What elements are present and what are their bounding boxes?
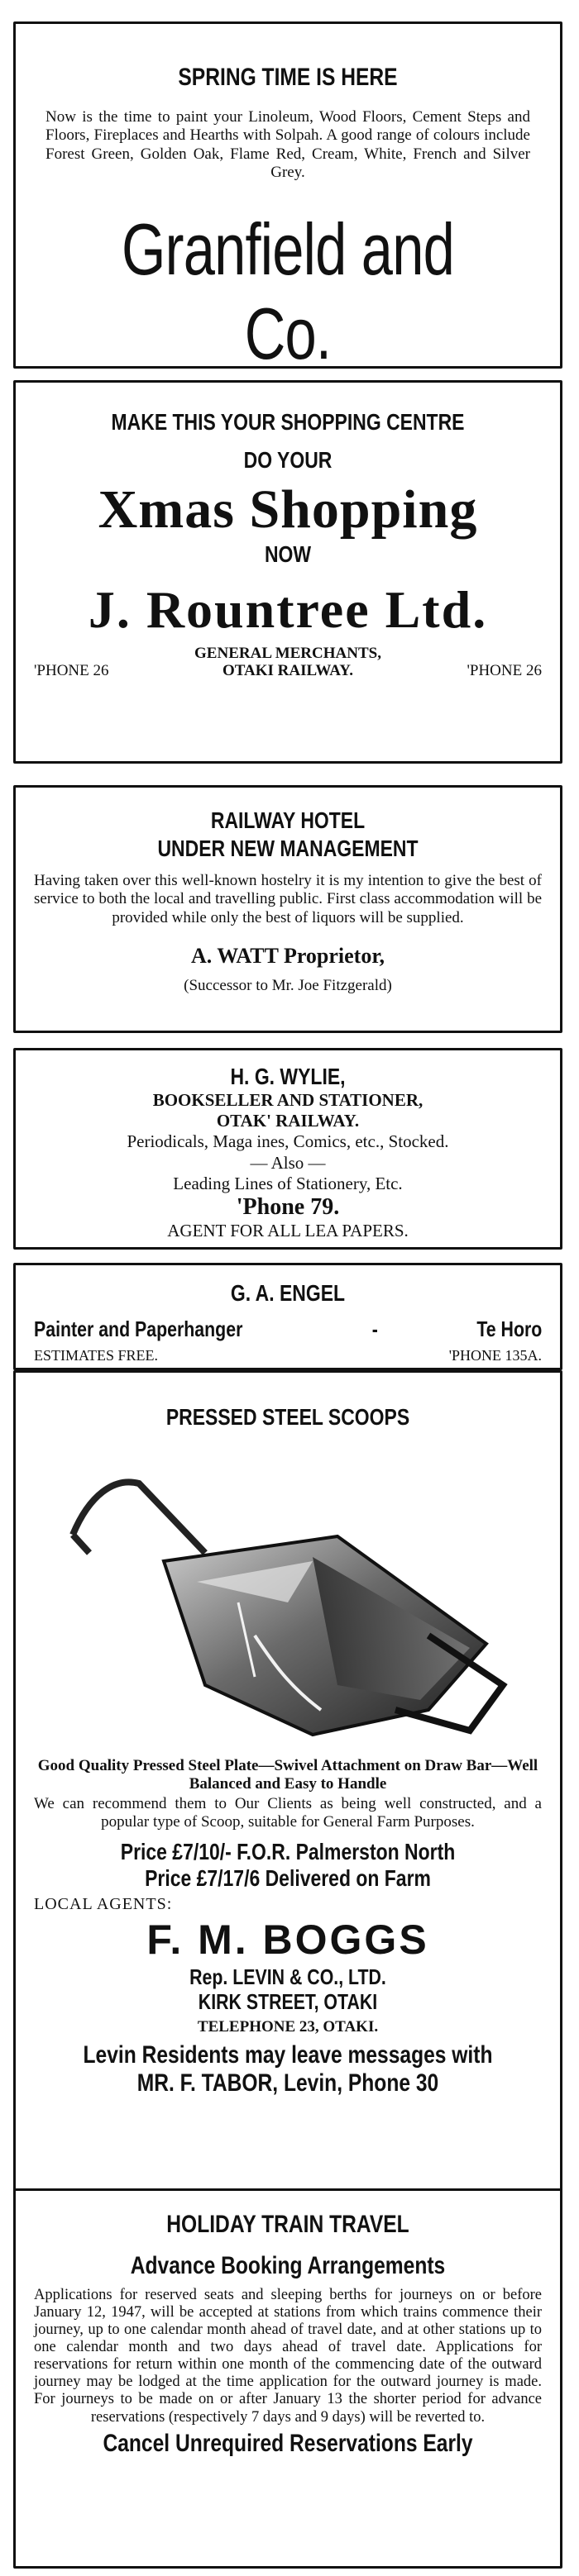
ad-headline: PRESSED STEEL SCOOPS xyxy=(165,1404,410,1430)
ad-line: Periodicals, Maga ines, Comics, etc., Stocked. xyxy=(127,1131,449,1152)
estimates: ESTIMATES FREE. xyxy=(34,1347,159,1364)
price-line: Price £7/10/- F.O.R. Palmerston North xyxy=(120,1838,456,1864)
ad-headline: HOLIDAY TRAIN TRAVEL xyxy=(166,2211,409,2238)
trade: Painter and Paperhanger xyxy=(34,1317,243,1341)
company-name: J. Rountree Ltd. xyxy=(88,580,488,639)
proprietor: A. WATT Proprietor, xyxy=(190,944,385,969)
ad-granfield xyxy=(13,21,562,374)
ad-subheadline: UNDER NEW MANAGEMENT xyxy=(157,836,419,861)
ad-body: We can recommend them to Our Clients as being well constructed, and a popular type of Scoop, suitable for General Farm Purposes. xyxy=(34,1794,542,1831)
ad-body: Now is the time to paint your Linoleum, Wood Floors, Cement Steps and Floors, Fireplaces and Hearths with Solpah. A good range of colours include Forest Green, Golden Oak, Flame Red, Cream, White, French and Silver Grey. xyxy=(45,108,530,182)
levin-line: MR. F. TABOR, Levin, Phone 30 xyxy=(136,2069,439,2097)
phone-right: 'PHONE 26 xyxy=(467,661,542,679)
rep-line: Rep. LEVIN & CO., LTD. xyxy=(189,1964,386,1989)
ad-headline: G. A. ENGEL xyxy=(230,1280,346,1306)
ad-line: — Also — xyxy=(250,1152,326,1173)
sub-line: GENERAL MERCHANTS, xyxy=(194,645,381,662)
sub-line: OTAKI RAILWAY. xyxy=(222,661,354,679)
street-line: KIRK STREET, OTAKI xyxy=(198,1988,378,2014)
successor-note: (Successor to Mr. Joe Fitzgerald) xyxy=(184,977,392,995)
ad-line: AGENT FOR ALL LEA PAPERS. xyxy=(167,1220,409,1240)
ad-body: Applications for reserved seats and sleeping berths for journeys on or before January 12, 1947, will be accepted at stations from which trains commence their journey, up to one calendar month ahead of travel date, and at other stations up to one calendar month and two days ahead of travel date. Applications for reservations for return within one month of the commencing date of the outward journey may be lodged at the time application for the outward journey is made. For journeys to be made on or after January 13 the shorter period for advance reservations (respectively 7 days and 9 days) will be reverted to. xyxy=(34,2287,542,2426)
company-name: Granfield and Co. xyxy=(122,207,454,374)
location: Te Horo xyxy=(476,1317,542,1341)
ad-wylie xyxy=(13,1048,562,1250)
ad-holiday-train xyxy=(13,2188,562,2569)
ad-boggs-scoops xyxy=(13,1370,562,2197)
ad-engel xyxy=(13,1263,562,1370)
product-features: Good Quality Pressed Steel Plate—Swivel Attachment on Draw Bar—Well Balanced and Easy to Handle xyxy=(37,1757,538,1793)
ad-line: DO YOUR xyxy=(243,447,333,473)
ad-line: BOOKSELLER AND STATIONER, xyxy=(152,1090,423,1110)
separator: - xyxy=(372,1317,379,1341)
ad-headline: Xmas Shopping xyxy=(98,479,478,540)
ad-rountree xyxy=(13,380,562,764)
agents-label: LOCAL AGENTS: xyxy=(34,1894,173,1913)
levin-line: Levin Residents may leave messages with xyxy=(83,2040,493,2069)
ad-subheadline: Advance Booking Arrangements xyxy=(130,2252,446,2279)
ad-line: Leading Lines of Stationery, Etc. xyxy=(173,1173,403,1193)
ad-line: NOW xyxy=(264,541,312,567)
ad-body: Having taken over this well-known hostelry it is my intention to give the best of service to both the local and travelling public. First class accommodation will be provided while only the best of liquors will be supplied. xyxy=(34,872,542,926)
ad-headline: RAILWAY HOTEL xyxy=(210,807,366,833)
ad-railway-hotel xyxy=(13,785,562,1033)
phone: 'PHONE 135A. xyxy=(448,1347,542,1364)
ad-line: MAKE THIS YOUR SHOPPING CENTRE xyxy=(111,409,465,435)
company-name: F. M. BOGGS xyxy=(146,1916,429,1963)
phone: 'Phone 79. xyxy=(236,1193,340,1220)
telephone: TELEPHONE 23, OTAKI. xyxy=(197,2017,379,2036)
ad-headline: SPRING TIME IS HERE xyxy=(178,64,398,91)
phone-left: 'PHONE 26 xyxy=(34,661,109,679)
scoop-illustration xyxy=(40,1437,536,1750)
ad-headline: H. G. WYLIE, xyxy=(230,1064,346,1089)
price-line: Price £7/17/6 Delivered on Farm xyxy=(145,1864,431,1891)
ad-footer: Cancel Unrequired Reservations Early xyxy=(103,2429,473,2457)
ad-line: OTAK' RAILWAY. xyxy=(216,1111,360,1131)
